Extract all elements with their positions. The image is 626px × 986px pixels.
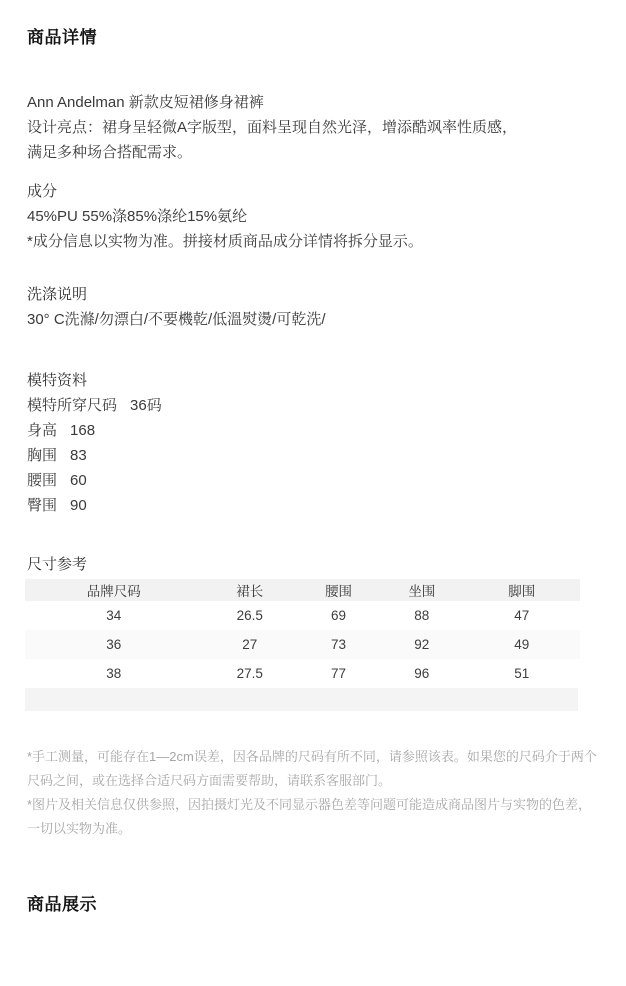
footnote-measurement-disclaimer: *手工测量，可能存在1—2cm误差，因各品牌的尺码有所不同，请参照该表。如果您的尺码介于两个尺码之间，或在选择合适尺码方面需要帮助，请联系客服部门。 (27, 749, 597, 788)
size-table-footer-band (25, 688, 578, 711)
model-size-label: 模特所穿尺码 (27, 397, 118, 414)
product-highlight-line-1: 设计亮点：裙身呈轻微A字版型，面料呈现自然光泽，增添酷飒率性质感， (27, 119, 518, 136)
composition-note: *成分信息以实物为准。拼接材质商品成分详情将拆分显示。 (27, 233, 423, 250)
size-cell: 77 (297, 659, 380, 688)
detail-section-title: 商品详情 (27, 28, 97, 47)
size-table (25, 579, 580, 711)
model-waist-value: 60 (70, 472, 87, 489)
model-info-section (27, 368, 602, 518)
washing-instructions: 30° C洗滌/勿漂白/不要機乾/低溫熨燙/可乾洗/ (27, 311, 326, 328)
size-cell: 26.5 (203, 601, 297, 630)
size-table-header-row (25, 579, 580, 601)
model-bust-label: 胸围 (27, 447, 58, 464)
washing-section (27, 282, 602, 332)
composition-value: 45%PU 55%涤85%涤纶15%氨纶 (27, 208, 248, 225)
size-cell: 96 (380, 659, 463, 688)
footnote-image-disclaimer: *图片及相关信息仅供参照，因拍摄灯光及不同显示器色差等问题可能造成商品图片与实物的色差，一切以实物为准。 (27, 797, 592, 836)
size-cell: 27.5 (203, 659, 297, 688)
product-highlight-line-2: 满足多种场合搭配需求。 (27, 144, 193, 161)
size-table-header-leg-opening: 脚围 (463, 579, 580, 601)
size-cell: 73 (297, 630, 380, 659)
product-title: Ann Andelman 新款皮短裙修身裙裤 (27, 94, 264, 111)
composition-section (27, 179, 602, 254)
footnotes-section (27, 745, 602, 841)
model-info-row-height (27, 418, 602, 443)
size-cell: 69 (297, 601, 380, 630)
model-info-row-hip (27, 493, 602, 518)
size-table-row-38 (25, 659, 580, 688)
size-cell: 34 (25, 601, 203, 630)
size-cell: 49 (463, 630, 580, 659)
size-table-header-waist: 腰围 (297, 579, 380, 601)
size-reference-section (27, 552, 602, 711)
size-table-row-36 (25, 630, 580, 659)
model-hip-label: 臀围 (27, 497, 58, 514)
size-cell: 92 (380, 630, 463, 659)
product-summary (27, 90, 602, 165)
composition-heading: 成分 (27, 183, 58, 200)
size-cell: 47 (463, 601, 580, 630)
size-table-header-skirt-length: 裙长 (203, 579, 297, 601)
size-table-header-seat: 坐围 (380, 579, 463, 601)
model-height-label: 身高 (27, 422, 58, 439)
model-info-row-size (27, 393, 602, 418)
size-cell: 36 (25, 630, 203, 659)
model-size-value: 36码 (130, 397, 162, 414)
size-table-row-34 (25, 601, 580, 630)
model-height-value: 168 (70, 422, 96, 439)
display-section-title: 商品展示 (27, 895, 97, 914)
size-cell: 51 (463, 659, 580, 688)
model-info-row-bust (27, 443, 602, 468)
size-cell: 27 (203, 630, 297, 659)
size-cell: 88 (380, 601, 463, 630)
model-bust-value: 83 (70, 447, 87, 464)
model-info-heading: 模特资料 (27, 372, 88, 389)
product-detail-page (0, 26, 626, 917)
size-table-header-brand-size: 品牌尺码 (25, 579, 203, 601)
model-waist-label: 腰围 (27, 472, 58, 489)
size-cell: 38 (25, 659, 203, 688)
size-reference-heading: 尺寸参考 (27, 556, 88, 573)
model-hip-value: 90 (70, 497, 87, 514)
model-info-row-waist (27, 468, 602, 493)
washing-heading: 洗涤说明 (27, 286, 88, 303)
